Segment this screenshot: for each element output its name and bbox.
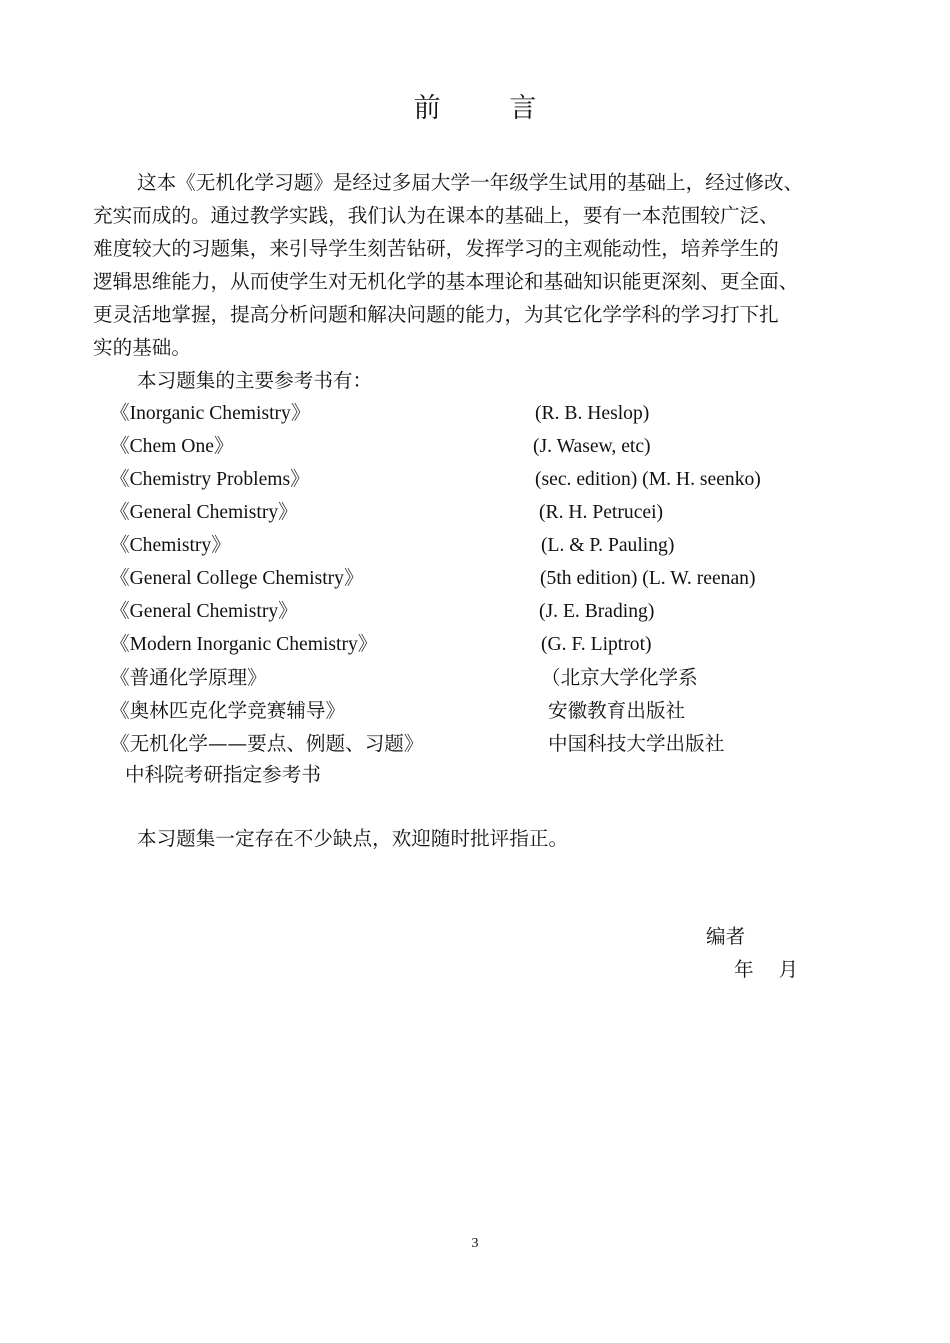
- intro-line: 更灵活地掌握，提高分析问题和解决问题的能力，为其它化学学科的学习打下扎: [93, 303, 779, 326]
- reference-item: [0, 694, 950, 727]
- reference-author: (G. F. Liptrot): [541, 634, 652, 655]
- date-line: 年 月: [734, 958, 799, 981]
- editor-signature: 编者: [706, 925, 746, 948]
- reference-item: [0, 397, 950, 430]
- reference-item: [0, 430, 950, 463]
- reference-note: 中科院考研指定参考书: [125, 763, 321, 786]
- reference-author: (R. H. Petrucei): [539, 502, 664, 523]
- reference-title: 《Chemistry Problems》: [110, 469, 310, 490]
- intro-line: 这本《无机化学习题》是经过多届大学一年级学生试用的基础上，经过修改、: [137, 171, 804, 194]
- page-number: 3: [471, 1236, 479, 1251]
- reference-item: [0, 628, 950, 661]
- reference-title: 《无机化学——要点、例题、习题》: [110, 732, 424, 755]
- reference-author: 中国科技大学出版社: [548, 732, 725, 755]
- reference-title: 《普通化学原理》: [110, 666, 267, 689]
- reference-title: 《General College Chemistry》: [110, 568, 364, 589]
- reference-title: 《Modern Inorganic Chemistry》: [110, 634, 378, 655]
- reference-item: [0, 661, 950, 694]
- references-intro: 本习题集的主要参考书有：: [137, 369, 373, 392]
- intro-line: 逻辑思维能力，从而使学生对无机化学的基本理论和基础知识能更深刻、更全面、: [93, 270, 799, 293]
- reference-item: [0, 595, 950, 628]
- reference-author: (sec. edition) (M. H. seenko): [535, 469, 761, 490]
- reference-list: [0, 397, 950, 760]
- reference-author: （北京大学化学系: [541, 666, 698, 689]
- intro-line: 实的基础。: [93, 336, 191, 359]
- reference-author: (R. B. Heslop): [535, 403, 650, 424]
- reference-author: (J. Wasew, etc): [533, 436, 651, 457]
- intro-line: 难度较大的习题集，来引导学生刻苦钻研，发挥学习的主观能动性，培养学生的: [93, 237, 779, 260]
- reference-item: [0, 463, 950, 496]
- reference-title: 《Chemistry》: [110, 535, 231, 556]
- page-title: 前 言: [413, 93, 537, 124]
- reference-item: [0, 727, 950, 760]
- reference-author: (J. E. Brading): [539, 601, 655, 622]
- reference-author: 安徽教育出版社: [548, 699, 686, 722]
- reference-item: [0, 562, 950, 595]
- reference-title: 《Chem One》: [110, 436, 234, 457]
- reference-author: (5th edition) (L. W. reenan): [540, 568, 756, 589]
- reference-title: 《奥林匹克化学竞赛辅导》: [110, 699, 346, 722]
- reference-title: 《Inorganic Chemistry》: [110, 403, 311, 424]
- intro-paragraph: [93, 166, 863, 364]
- reference-author: (L. & P. Pauling): [541, 535, 675, 556]
- reference-title: 《General Chemistry》: [110, 502, 298, 523]
- intro-line: 充实而成的。通过教学实践，我们认为在课本的基础上，要有一本范围较广泛、: [93, 204, 779, 227]
- reference-item: [0, 496, 950, 529]
- closing-remark: 本习题集一定存在不少缺点，欢迎随时批评指正。: [137, 827, 569, 850]
- reference-item: [0, 529, 950, 562]
- reference-title: 《General Chemistry》: [110, 601, 298, 622]
